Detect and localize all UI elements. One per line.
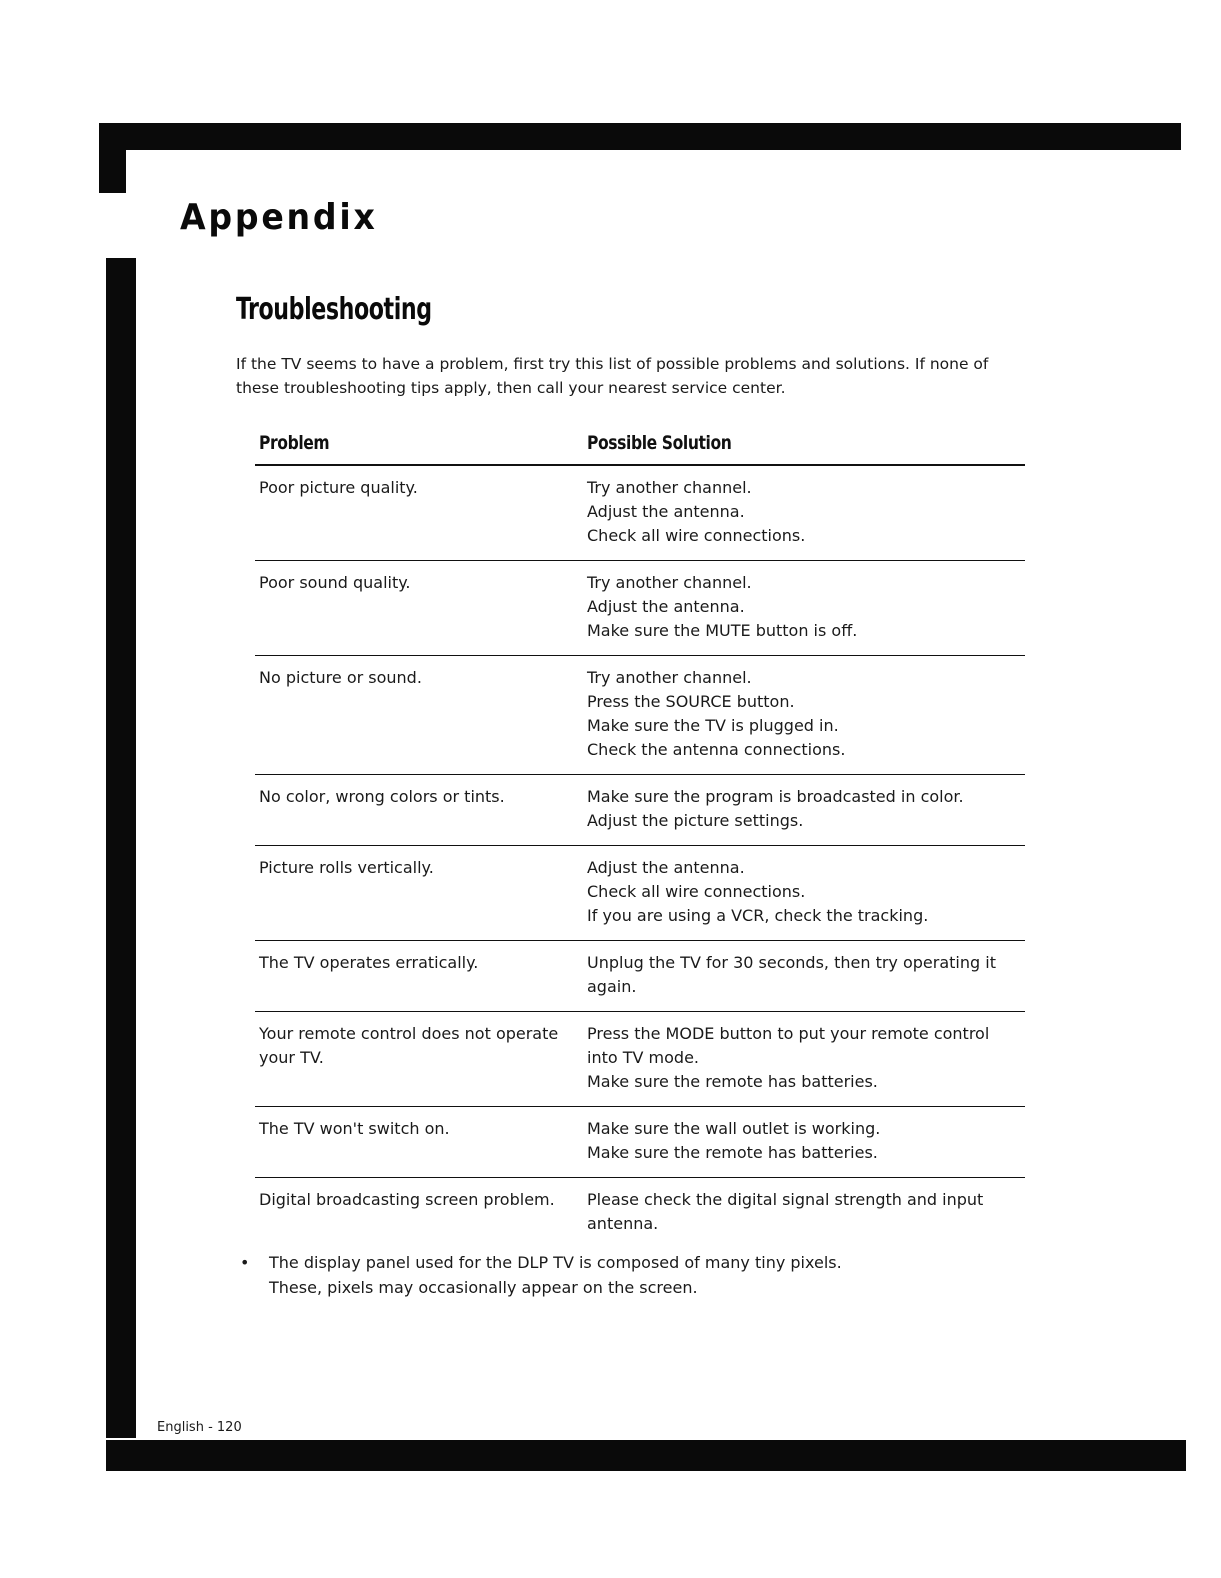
solution-line: If you are using a VCR, check the tracking. <box>587 906 929 925</box>
solution-cell <box>583 656 1025 775</box>
solution-cell <box>583 846 1025 941</box>
solution-line: Please check the digital signal strength and input antenna. <box>587 1190 984 1233</box>
solution-line: Make sure the TV is plugged in. <box>587 716 839 735</box>
solution-line: Unplug the TV for 30 seconds, then try operating it again. <box>587 953 996 996</box>
note-item <box>240 1250 842 1300</box>
solution-line: Adjust the picture settings. <box>587 811 804 830</box>
note-line-2: These, pixels may occasionally appear on the screen. <box>269 1278 698 1297</box>
solution-line: Press the SOURCE button. <box>587 692 795 711</box>
header-solution: Possible Solution <box>583 432 1025 465</box>
solution-line: Make sure the MUTE button is off. <box>587 621 858 640</box>
solution-cell <box>583 561 1025 656</box>
table-row <box>255 941 1025 1012</box>
table-row <box>255 1012 1025 1107</box>
problem-cell: Digital broadcasting screen problem. <box>259 1190 555 1209</box>
table-row <box>255 656 1025 775</box>
solution-line: Try another channel. <box>587 478 752 497</box>
solution-line: Adjust the antenna. <box>587 502 745 521</box>
table-row <box>255 561 1025 656</box>
solution-line: Check the antenna connections. <box>587 740 846 759</box>
solution-line: Make sure the program is broadcasted in color. <box>587 787 964 806</box>
solution-line: Make sure the remote has batteries. <box>587 1143 878 1162</box>
problem-cell: No color, wrong colors or tints. <box>255 775 583 846</box>
solution-cell <box>583 1107 1025 1178</box>
intro-paragraph: If the TV seems to have a problem, first try this list of possible problems and solutions. If none of these troubleshooting tips apply, then call your nearest service center. <box>236 355 989 397</box>
solution-line: Press the MODE button to put your remote control into TV mode. <box>587 1024 990 1067</box>
solution-cell <box>583 1012 1025 1107</box>
solution-line: Adjust the antenna. <box>587 597 745 616</box>
problem-cell: The TV won't switch on. <box>255 1107 583 1178</box>
table-row <box>255 846 1025 941</box>
bullet-icon: • <box>240 1253 250 1272</box>
solution-line: Try another channel. <box>587 668 752 687</box>
solution-cell <box>583 465 1025 561</box>
problem-cell: Your remote control does not operate your TV. <box>255 1012 583 1107</box>
note-line-1: The display panel used for the DLP TV is composed of many tiny pixels. <box>269 1253 842 1272</box>
problem-cell: No picture or sound. <box>255 656 583 775</box>
solution-line: Adjust the antenna. <box>587 858 745 877</box>
note-list <box>240 1250 842 1300</box>
table-row <box>255 1178 1025 1249</box>
solution-line: Make sure the remote has batteries. <box>587 1072 878 1091</box>
page-number: English - 120 <box>157 1420 242 1435</box>
header-problem: Problem <box>255 432 583 465</box>
chapter-title: Appendix <box>180 197 378 238</box>
header-bar-stub <box>99 123 126 193</box>
table-body <box>255 465 1025 1248</box>
troubleshooting-table <box>255 432 1025 1248</box>
header-bar <box>99 123 1181 150</box>
section-title: Troubleshooting <box>236 292 432 327</box>
solution-line: Make sure the wall outlet is working. <box>587 1119 881 1138</box>
solution-line: Check all wire connections. <box>587 882 806 901</box>
problem-cell: The TV operates erratically. <box>255 941 583 1012</box>
problem-cell: Picture rolls vertically. <box>255 846 583 941</box>
table-header-row <box>255 432 1025 465</box>
table-row <box>255 1107 1025 1178</box>
solution-line: Try another channel. <box>587 573 752 592</box>
problem-cell: Poor picture quality. <box>255 465 583 561</box>
solution-cell <box>583 941 1025 1012</box>
table-row <box>255 775 1025 846</box>
problem-cell: Poor sound quality. <box>255 561 583 656</box>
solution-cell <box>583 775 1025 846</box>
footer-bar <box>106 1440 1186 1471</box>
solution-cell <box>583 1178 1025 1249</box>
solution-line: Check all wire connections. <box>587 526 806 545</box>
table-row <box>255 465 1025 561</box>
side-bar <box>106 258 136 1438</box>
